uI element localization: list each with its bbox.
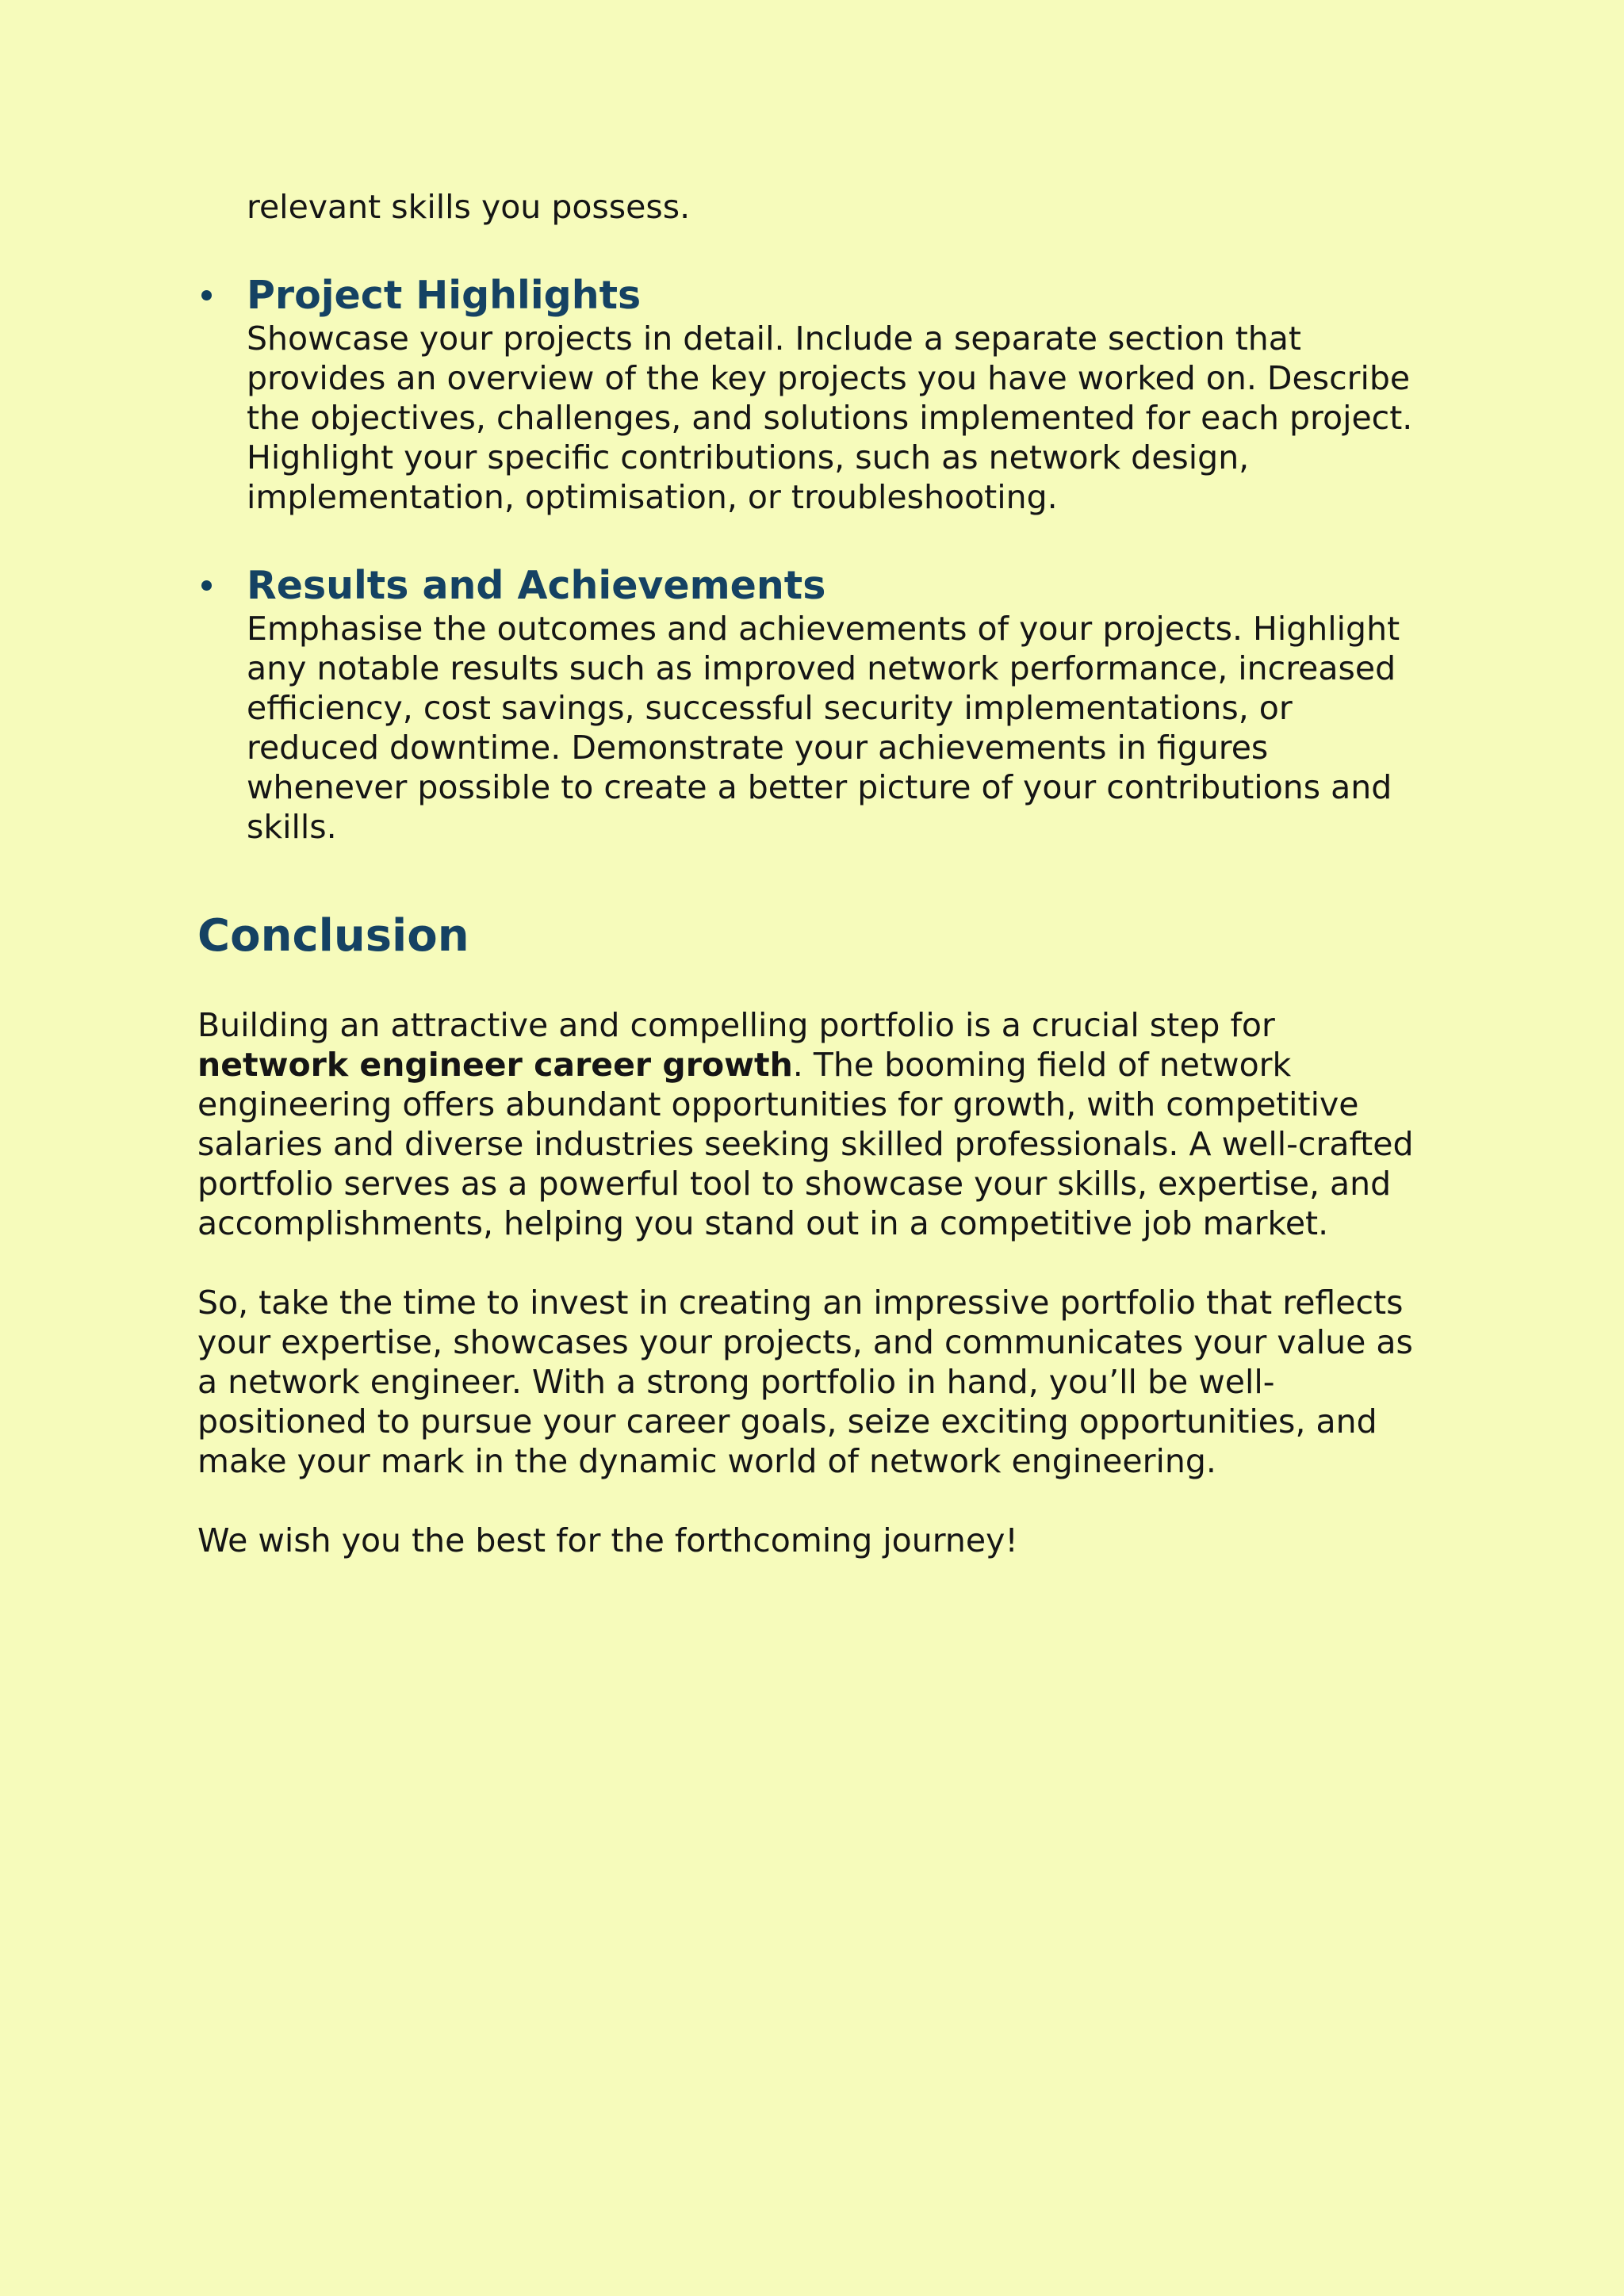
bullet-dot-icon (201, 290, 212, 300)
feature-list (197, 273, 1434, 847)
list-item-text: Emphasise the outcomes and achievements of your projects. Highlight any notable results such as improved network performance, increased efficiency, cost savings, successful security implementations, or reduced downtime. Demonstrate your achievements in figures whenever possible to create a better picture of your contributions and skills. (247, 610, 1400, 846)
section-heading-conclusion: Conclusion (197, 910, 469, 962)
conclusion-paragraph-3: We wish you the best for the forthcoming journey! (197, 1521, 1018, 1559)
paragraph-text: Building an attractive and compelling portfolio is a crucial step for (197, 1006, 1275, 1044)
list-item-results-achievements (197, 563, 1434, 847)
list-item-text: Showcase your projects in detail. Include a separate section that provides an overview of the key projects you have worked on. Describe the objectives, challenges, and solutions implemented for each project. Highlight your specific contributions, such as network design, implementation, optimisation, or troubleshooting. (247, 320, 1413, 516)
list-item-project-highlights (197, 273, 1434, 517)
document-page (197, 187, 1434, 1560)
conclusion-paragraph-1 (197, 1005, 1434, 1243)
list-item-title: Results and Achievements (247, 563, 826, 608)
bold-keyword: network engineer career growth (197, 1046, 793, 1084)
bullet-dot-icon (201, 580, 212, 591)
conclusion-paragraph-2: So, take the time to invest in creating an impressive portfolio that reflects your expertise, showcases your projects, and communicates your value as a network engineer. With a strong portfolio in hand, you’ll be well-positioned to pursue your career goals, seize exciting opportunities, and make your mark in the dynamic world of network engineering. (197, 1284, 1413, 1480)
paragraph-text: . The booming field of network engineering offers abundant opportunities for growth, with competitive salaries and diverse industries seeking skilled professionals. A well-crafted portfolio serves as a powerful tool to showcase your skills, expertise, and accomplishments, helping you stand out in a competitive job market. (197, 1046, 1414, 1242)
continuation-text: relevant skills you possess. (247, 188, 691, 226)
list-item-title: Project Highlights (247, 273, 642, 318)
